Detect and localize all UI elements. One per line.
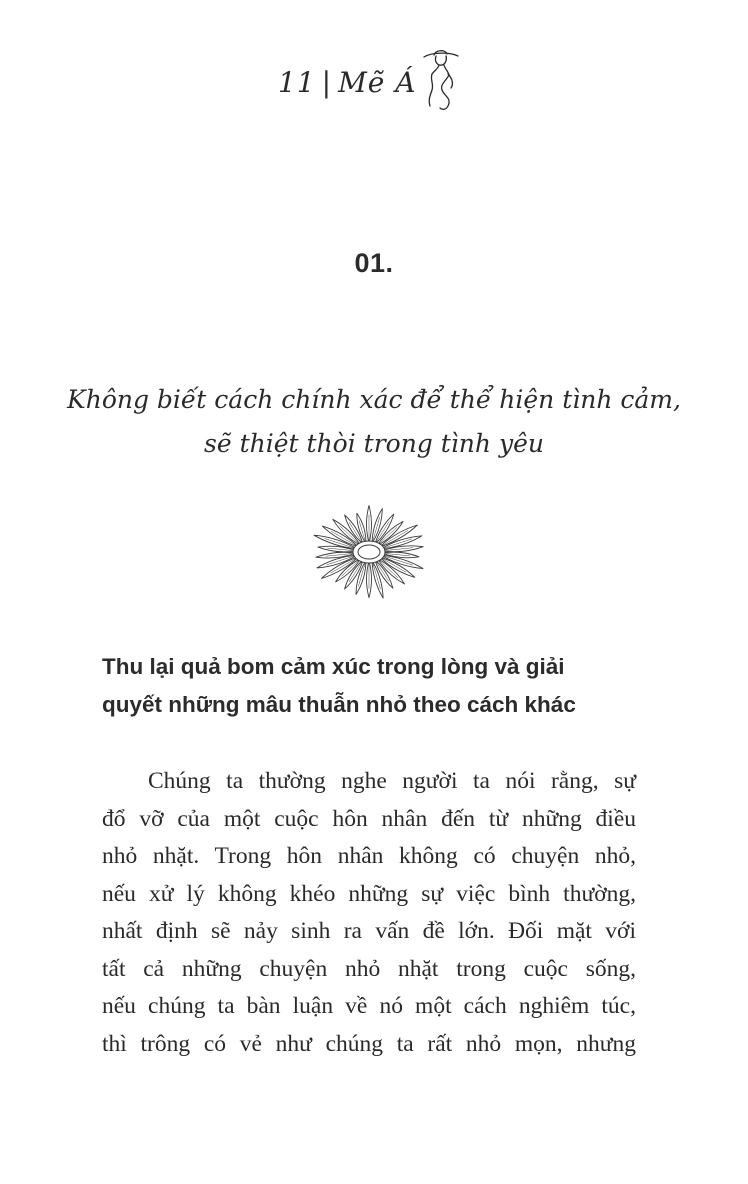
body-line: thì trông có vẻ như chúng ta rất nhỏ mọn, nhưng xyxy=(102,1030,636,1057)
running-header xyxy=(0,48,748,118)
chapter-title xyxy=(0,378,748,466)
body-line: nhỏ nhặt. Trong hôn nhân không có chuyện nhỏ, xyxy=(102,843,636,869)
running-title: Mẽ Á xyxy=(338,66,417,99)
body-line: nếu chúng ta bàn luận về nó một cách nghiêm túc, xyxy=(102,993,636,1019)
section-heading-line-1: Thu lại quả bom cảm xúc trong lòng và giải xyxy=(102,654,565,679)
daisy-flower-icon xyxy=(305,494,429,610)
body-paragraph xyxy=(102,763,636,1063)
woman-figure-icon xyxy=(418,48,462,112)
body-line: tất cả những chuyện nhỏ nhặt trong cuộc sống, xyxy=(102,955,636,982)
chapter-number: 01. xyxy=(354,248,394,278)
header-text xyxy=(278,66,416,99)
page-number: 11 xyxy=(278,66,316,99)
body-line: nhất định sẽ nảy sinh ra vấn đề lớn. Đối mặt với xyxy=(102,918,636,944)
section-heading-line-2: quyết những mâu thuẫn nhỏ theo cách khác xyxy=(102,692,576,717)
body-line: Chúng ta thường nghe người ta nói rằng, sự xyxy=(148,768,636,794)
body-line: nếu xử lý không khéo những sự việc bình thường, xyxy=(102,880,636,907)
chapter-title-line-1: Không biết cách chính xác để thể hiện tình cảm, xyxy=(67,385,681,414)
chapter-title-line-2: sẽ thiệt thòi trong tình yêu xyxy=(204,429,544,458)
body-line: đổ vỡ của một cuộc hôn nhân đến từ những điều xyxy=(102,805,636,832)
header-separator: | xyxy=(321,66,333,99)
section-heading xyxy=(102,648,642,724)
